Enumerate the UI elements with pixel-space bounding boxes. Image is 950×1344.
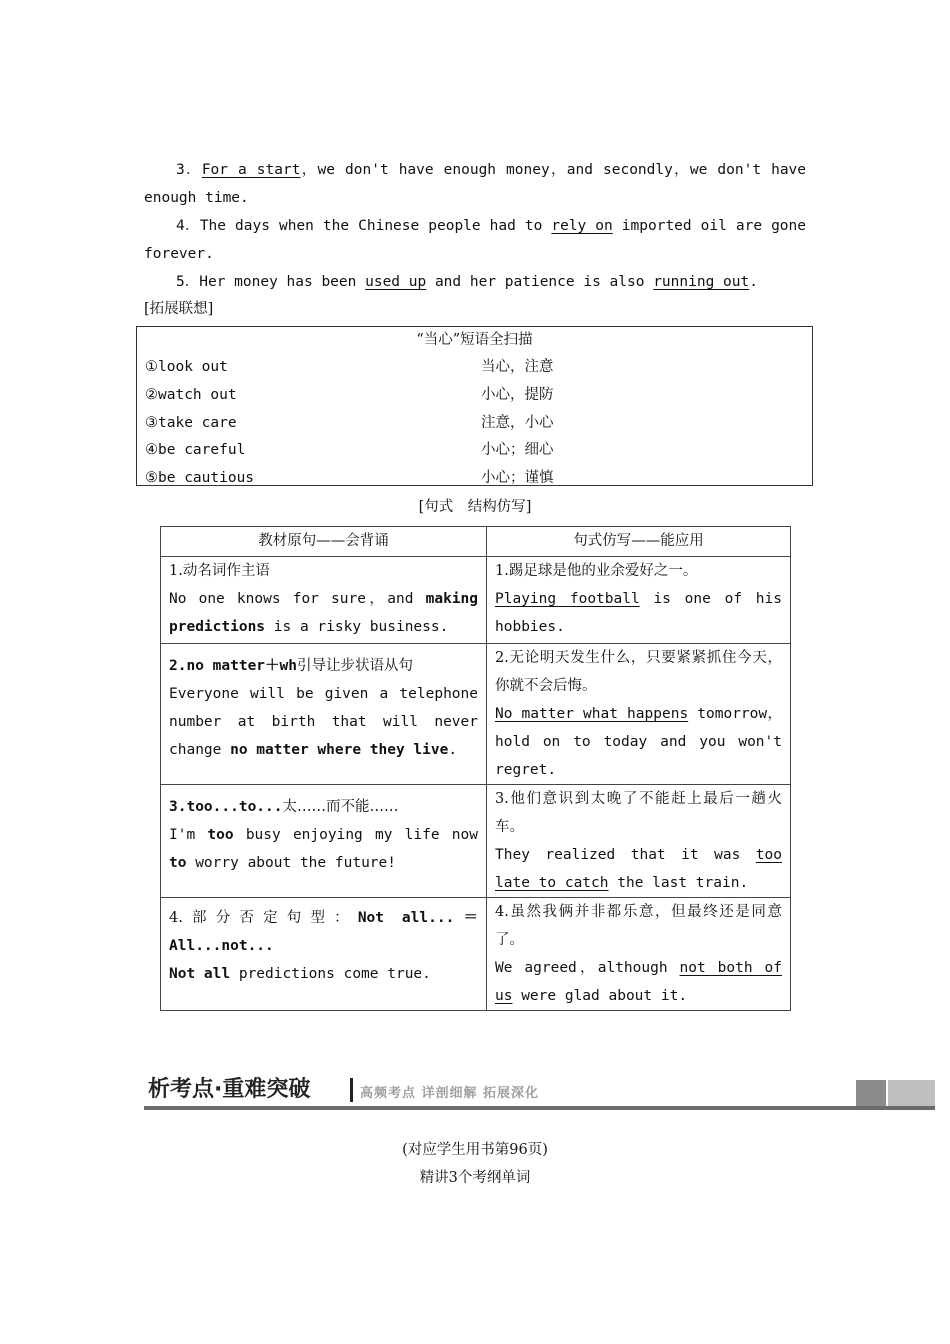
vocab-row: ⑤be cautious 小心；谨慎 (145, 470, 554, 486)
column-header: 教材原句——会背诵 (161, 527, 487, 557)
vocab-heading: “当心”短语全扫描 (416, 332, 533, 348)
vocab-row: ②watch out 小心，提防 (145, 387, 554, 403)
table-cell: 3.too...to...太……而不能…… I'm too busy enjoying my life now to worry about the future! (161, 785, 487, 898)
subsection-title: 精讲3个考纲单词 (419, 1170, 531, 1186)
table-cell: 4.部分否定句型：Not all...＝All...not... Not all predictions come true. (161, 898, 487, 1011)
sentence-3: 3．For a start，we don't have enough money，and secondly，we don't have enough time. (144, 162, 807, 206)
table-row (161, 644, 791, 785)
banner-subtitle: 高频考点 详剖细解 拓展深化 (360, 1086, 540, 1101)
expand-tag: [拓展联想] (144, 301, 214, 317)
table-cell: 1.踢足球是他的业余爱好之一。 Playing football is one of his hobbies. (487, 557, 791, 644)
sentence-4: 4．The days when the Chinese people had to rely on imported oil are gone forever. (144, 218, 806, 262)
banner-divider (350, 1078, 353, 1102)
sentence-5: 5．Her money has been used up and her patience is also running out. (176, 274, 758, 290)
table-cell: 4.虽然我俩并非都乐意，但最终还是同意了。 We agreed，although not both of us were glad about it. (487, 898, 791, 1011)
vocab-row: ③take care 注意，小心 (145, 415, 554, 431)
banner-rule (144, 1106, 935, 1110)
answer-rely-on: rely on (551, 218, 613, 234)
banner-title: 析考点·重难突破 (148, 1077, 311, 1102)
table-header-row (161, 527, 791, 557)
answer-for-a-start: For a start (201, 162, 301, 178)
table-cell: 1.动名词作主语 No one knows for sure，and making predictions is a risky business. (161, 557, 487, 644)
vocab-box (136, 326, 813, 486)
table-row (161, 785, 791, 898)
banner-block (888, 1080, 935, 1106)
column-header: 句式仿写——能应用 (487, 527, 791, 557)
vocab-row: ①look out 当心，注意 (145, 359, 554, 375)
answer-running-out: running out (653, 274, 750, 290)
vocab-row: ④be careful 小心；细心 (145, 442, 554, 458)
table-cell: 2.no matter＋wh引导让步状语从句 Everyone will be given a telephone number at birth that will never change no matter where they live. (161, 644, 487, 785)
answer-used-up: used up (365, 274, 427, 290)
section-heading: [句式 结构仿写] (418, 499, 532, 515)
table-cell: 2.无论明天发生什么，只要紧紧抓住今天，你就不会后悔。 No matter what happens tomorrow，hold on to today and you won't regret. (487, 644, 791, 785)
page-reference: (对应学生用书第96页) (402, 1142, 548, 1158)
table-row (161, 898, 791, 1011)
table-row (161, 557, 791, 644)
section-banner (144, 1074, 935, 1110)
table-cell: 3.他们意识到太晚了不能赶上最后一趟火车。 They realized that it was too late to catch the last train. (487, 785, 791, 898)
sentence-table (160, 526, 791, 1011)
banner-block (856, 1080, 886, 1106)
